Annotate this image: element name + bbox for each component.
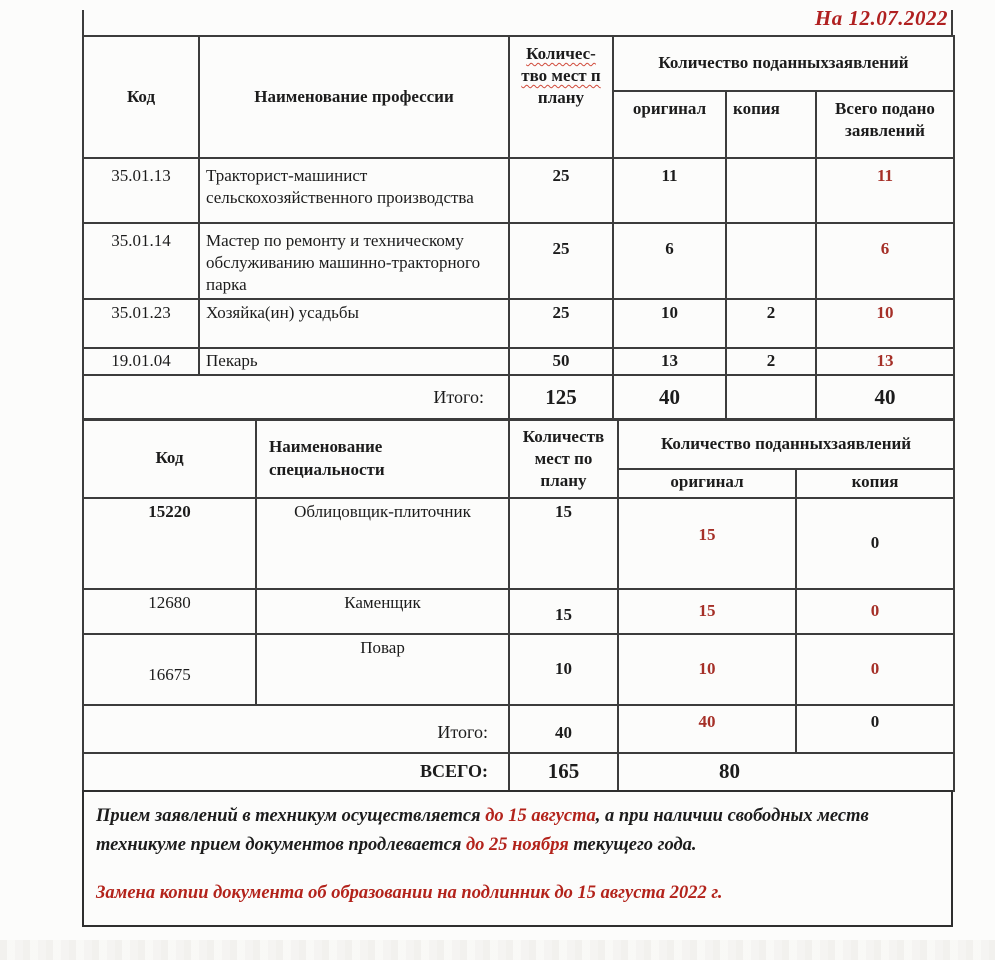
- professions-table: [82, 35, 955, 421]
- cell-original: 13: [613, 348, 726, 375]
- specialties-table-wrap: [82, 418, 955, 792]
- totals-label: Итого:: [83, 375, 509, 420]
- note-paragraph-admission: [96, 802, 937, 859]
- header-cell-places: [509, 419, 618, 498]
- cell-total: 6: [816, 223, 954, 299]
- header-cell-total: Всего подано заявлений: [816, 91, 954, 158]
- cell-copy: 0: [796, 634, 954, 705]
- cell-places: 15: [509, 498, 618, 589]
- right-border-stub: [951, 10, 953, 35]
- table-row: [83, 158, 954, 223]
- cell-code: 35.01.23: [83, 299, 199, 348]
- header-places-line1: Количеств: [522, 427, 605, 446]
- cell-places: 15: [509, 589, 618, 634]
- cell-copy: [726, 158, 816, 223]
- cell-original: 10: [618, 634, 796, 705]
- cell-copy: 0: [796, 589, 954, 634]
- cell-total: 10: [816, 299, 954, 348]
- header-cell-code: Код: [83, 36, 199, 158]
- left-border-stub: [82, 10, 84, 35]
- cell-name: Тракторист-машинист сельскохозяйственного производства: [199, 158, 509, 223]
- cell-code: 12680: [83, 589, 256, 634]
- date-stamp: На 12.07.2022: [814, 6, 948, 30]
- totals-copy: [726, 375, 816, 420]
- cell-name: Облицовщик-плиточник: [256, 498, 509, 589]
- totals-original: 40: [613, 375, 726, 420]
- cell-places: 25: [509, 299, 613, 348]
- cell-name: Мастер по ремонту и техническому обслуживанию машинно-тракторного парка: [199, 223, 509, 299]
- grand-total-applications: 80: [618, 753, 954, 791]
- table-row: [83, 348, 954, 375]
- table-row: [83, 223, 954, 299]
- header-places-line3: плану: [537, 88, 585, 108]
- cell-name: Пекарь: [199, 348, 509, 375]
- totals-row: [83, 375, 954, 420]
- cell-places: 50: [509, 348, 613, 375]
- cell-name: Хозяйка(ин) усадьбы: [199, 299, 509, 348]
- cell-name: Повар: [256, 634, 509, 705]
- header-cell-name: Наименование профессии: [199, 36, 509, 158]
- header-cell-code: Код: [83, 419, 256, 498]
- table-row: [83, 299, 954, 348]
- cell-copy: 2: [726, 299, 816, 348]
- totals-places: 125: [509, 375, 613, 420]
- note-segment-deadline-august: до 15 августа: [485, 806, 596, 826]
- table-row: [83, 634, 954, 705]
- cell-code: 19.01.04: [83, 348, 199, 375]
- note-segment-deadline-november: до 25 ноября: [465, 834, 569, 855]
- cell-code: 35.01.13: [83, 158, 199, 223]
- cell-original: 15: [618, 589, 796, 634]
- header-places-line2: мест по: [534, 449, 593, 469]
- grand-total-label: ВСЕГО:: [83, 753, 509, 791]
- cell-code: 15220: [83, 498, 256, 589]
- grand-total-places: 165: [509, 753, 618, 791]
- cell-original: 11: [613, 158, 726, 223]
- cell-original: 15: [618, 498, 796, 589]
- header-row-group: [83, 419, 954, 469]
- header-places-line1: Количес-: [526, 44, 596, 63]
- cell-code: 16675: [83, 634, 256, 705]
- specialties-table: [82, 418, 955, 792]
- cell-places: 25: [509, 223, 613, 299]
- header-row-group: [83, 36, 954, 91]
- cell-original: 6: [613, 223, 726, 299]
- cell-places: 25: [509, 158, 613, 223]
- cell-copy: 0: [796, 498, 954, 589]
- cell-copy: 2: [726, 348, 816, 375]
- note-segment: , а при наличии свободных меств техникуме прием документов продлевается: [96, 806, 869, 855]
- totals-original: 40: [618, 705, 796, 753]
- note-paragraph-replacement: Замена копии документа об образовании на подлинник до 15 августа 2022 г.: [96, 883, 723, 904]
- header-cell-original: оригинал: [618, 469, 796, 498]
- totals-total: 40: [816, 375, 954, 420]
- header-places-line2: тво мест п: [521, 66, 601, 86]
- totals-copy: 0: [796, 705, 954, 753]
- cell-total: 13: [816, 348, 954, 375]
- header-cell-applications-group: Количество поданныхзаявлений: [613, 36, 954, 91]
- scan-noise-strip: [0, 940, 995, 960]
- header-cell-places: [509, 36, 613, 158]
- header-places-line3: плану: [540, 471, 587, 491]
- note-segment: текущего года.: [568, 834, 697, 855]
- cell-name: Каменщик: [256, 589, 509, 634]
- cell-places: 10: [509, 634, 618, 705]
- table-row: [83, 589, 954, 634]
- table-row: [83, 498, 954, 589]
- totals-places: 40: [509, 705, 618, 753]
- header-cell-applications-group: Количество поданныхзаявлений: [618, 419, 954, 469]
- header-cell-original: оригинал: [613, 91, 726, 158]
- header-cell-copy: копия: [726, 91, 816, 158]
- grand-total-row: [83, 753, 954, 791]
- professions-table-wrap: [82, 35, 955, 421]
- header-cell-copy: копия: [796, 469, 954, 498]
- header-cell-name: Наименование специальности: [256, 419, 509, 498]
- cell-copy: [726, 223, 816, 299]
- notes-box: [82, 790, 953, 927]
- cell-total: 11: [816, 158, 954, 223]
- cell-code: 35.01.14: [83, 223, 199, 299]
- totals-label: Итого:: [83, 705, 509, 753]
- note-segment: Прием заявлений в техникум осуществляется: [96, 806, 486, 826]
- totals-row: [83, 705, 954, 753]
- cell-original: 10: [613, 299, 726, 348]
